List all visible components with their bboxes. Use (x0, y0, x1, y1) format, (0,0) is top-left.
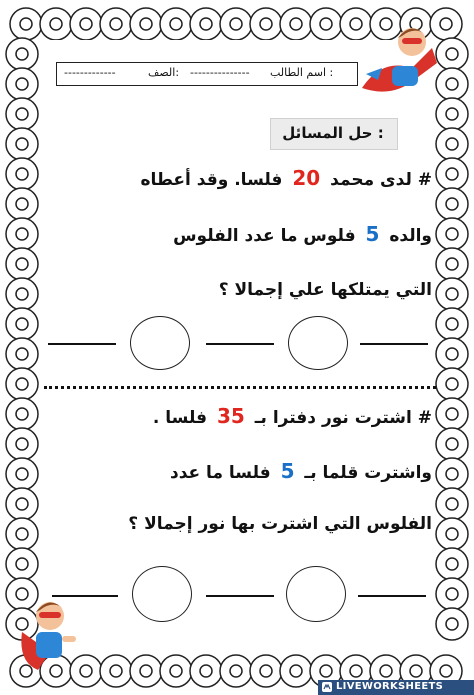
problem2-line2-text-a: واشترت قلما بـ (304, 463, 432, 483)
frame-scallop (446, 318, 458, 330)
frame-scallop (16, 288, 28, 300)
frame-scallop (320, 18, 332, 30)
answer2-blank-middle[interactable] (206, 595, 274, 597)
frame-scallop (16, 408, 28, 420)
problem1-line2-text-a: والده (389, 226, 432, 246)
frame-scallop (446, 468, 458, 480)
problem2-line1-text-b: فلسا . (152, 408, 208, 428)
frame-scallop (200, 18, 212, 30)
frame-scallop (410, 665, 422, 677)
frame-scallop (446, 378, 458, 390)
superhero-boy-top-illustration (352, 18, 442, 108)
problem1-line1 (140, 166, 432, 190)
problem2-number-35: 35 (216, 404, 245, 428)
frame-scallop (16, 168, 28, 180)
problem2-number-5: 5 (280, 459, 295, 483)
frame-scallop (446, 588, 458, 600)
frame-scallop (16, 198, 28, 210)
frame-scallop (260, 18, 272, 30)
frame-scallop (350, 665, 362, 677)
frame-scallop (320, 665, 332, 677)
frame-scallop (230, 18, 242, 30)
problem2-line1-text-a: # اشترت نور دفترا بـ (254, 408, 432, 428)
frame-scallop (446, 528, 458, 540)
frame-scallop (16, 348, 28, 360)
answer2-blank-right[interactable] (358, 595, 426, 597)
frame-scallop (16, 438, 28, 450)
frame-scallop (110, 665, 122, 677)
student-name-blank[interactable]: --------------- (190, 66, 250, 79)
frame-scallop (380, 665, 392, 677)
problem2-line3: الفلوس التي اشترت بها نور إجمالا ؟ (128, 514, 432, 534)
frame-scallop (16, 108, 28, 120)
frame-scallop (446, 618, 458, 630)
problem1-line2-text-b: فلوس ما عدد الفلوس (173, 226, 356, 246)
frame-scallop (446, 498, 458, 510)
problem2-line2-text-b: فلسا ما عدد (169, 463, 271, 483)
frame-scallop (20, 18, 32, 30)
answer2-operator-circle-left[interactable] (132, 566, 192, 622)
frame-scallop (16, 78, 28, 90)
class-blank[interactable]: ------------- (64, 66, 116, 79)
frame-scallop (140, 18, 152, 30)
frame-scallop (16, 138, 28, 150)
frame-scallop (446, 78, 458, 90)
frame-scallop (110, 18, 122, 30)
frame-scallop (446, 438, 458, 450)
frame-scallop (140, 665, 152, 677)
frame-scallop (170, 665, 182, 677)
frame-scallop (16, 258, 28, 270)
problem2-line1 (153, 404, 432, 428)
frame-scallop (16, 48, 28, 60)
answer2-blank-left[interactable] (52, 595, 118, 597)
frame-scallop (260, 665, 272, 677)
class-label: الصف: (148, 66, 180, 79)
frame-scallop (446, 288, 458, 300)
frame-scallop (446, 348, 458, 360)
problem1-line1-text-a: # لدى محمد (330, 170, 432, 190)
frame-scallop (170, 18, 182, 30)
frame-scallop (446, 558, 458, 570)
frame-scallop (446, 198, 458, 210)
problem2-line2 (170, 459, 432, 483)
section-title: حل المسائل : (282, 124, 384, 142)
frame-scallop (16, 558, 28, 570)
frame-scallop (16, 528, 28, 540)
frame-scallop (16, 228, 28, 240)
answer1-blank-middle[interactable] (206, 343, 274, 345)
answer1-operator-circle-right[interactable] (288, 316, 348, 370)
frame-scallop (446, 108, 458, 120)
student-name-label: اسم الطالب : (270, 66, 334, 79)
frame-scallop (50, 18, 62, 30)
frame-scallop (446, 138, 458, 150)
frame-scallop (446, 408, 458, 420)
problem1-number-20: 20 (292, 166, 321, 190)
problem1-line2 (173, 222, 432, 246)
frame-scallop (230, 665, 242, 677)
frame-scallop (200, 665, 212, 677)
frame-scallop (446, 228, 458, 240)
answer2-operator-circle-right[interactable] (286, 566, 346, 622)
frame-scallop (80, 18, 92, 30)
superhero-boy-bottom-illustration (14, 592, 84, 672)
answer1-operator-circle-left[interactable] (130, 316, 190, 370)
answer1-blank-left[interactable] (48, 343, 116, 345)
problem1-number-5: 5 (365, 222, 380, 246)
frame-scallop (446, 168, 458, 180)
frame-scallop (16, 498, 28, 510)
frame-scallop (16, 318, 28, 330)
liveworksheets-brand-text: LIVEWORKSHEETS (336, 681, 444, 692)
frame-scallop (446, 258, 458, 270)
problem1-line1-text-b: فلسا. وقد أعطاه (140, 170, 283, 190)
liveworksheets-logo-icon (322, 682, 332, 692)
frame-scallop (446, 48, 458, 60)
frame-scallop (290, 665, 302, 677)
frame-scallop (440, 665, 452, 677)
answer1-blank-right[interactable] (360, 343, 428, 345)
frame-scallop (290, 18, 302, 30)
dotted-separator (44, 386, 436, 389)
frame-scallop (16, 468, 28, 480)
problem1-line3: التي يمتلكها علي إجمالا ؟ (218, 280, 432, 300)
frame-scallop (16, 378, 28, 390)
